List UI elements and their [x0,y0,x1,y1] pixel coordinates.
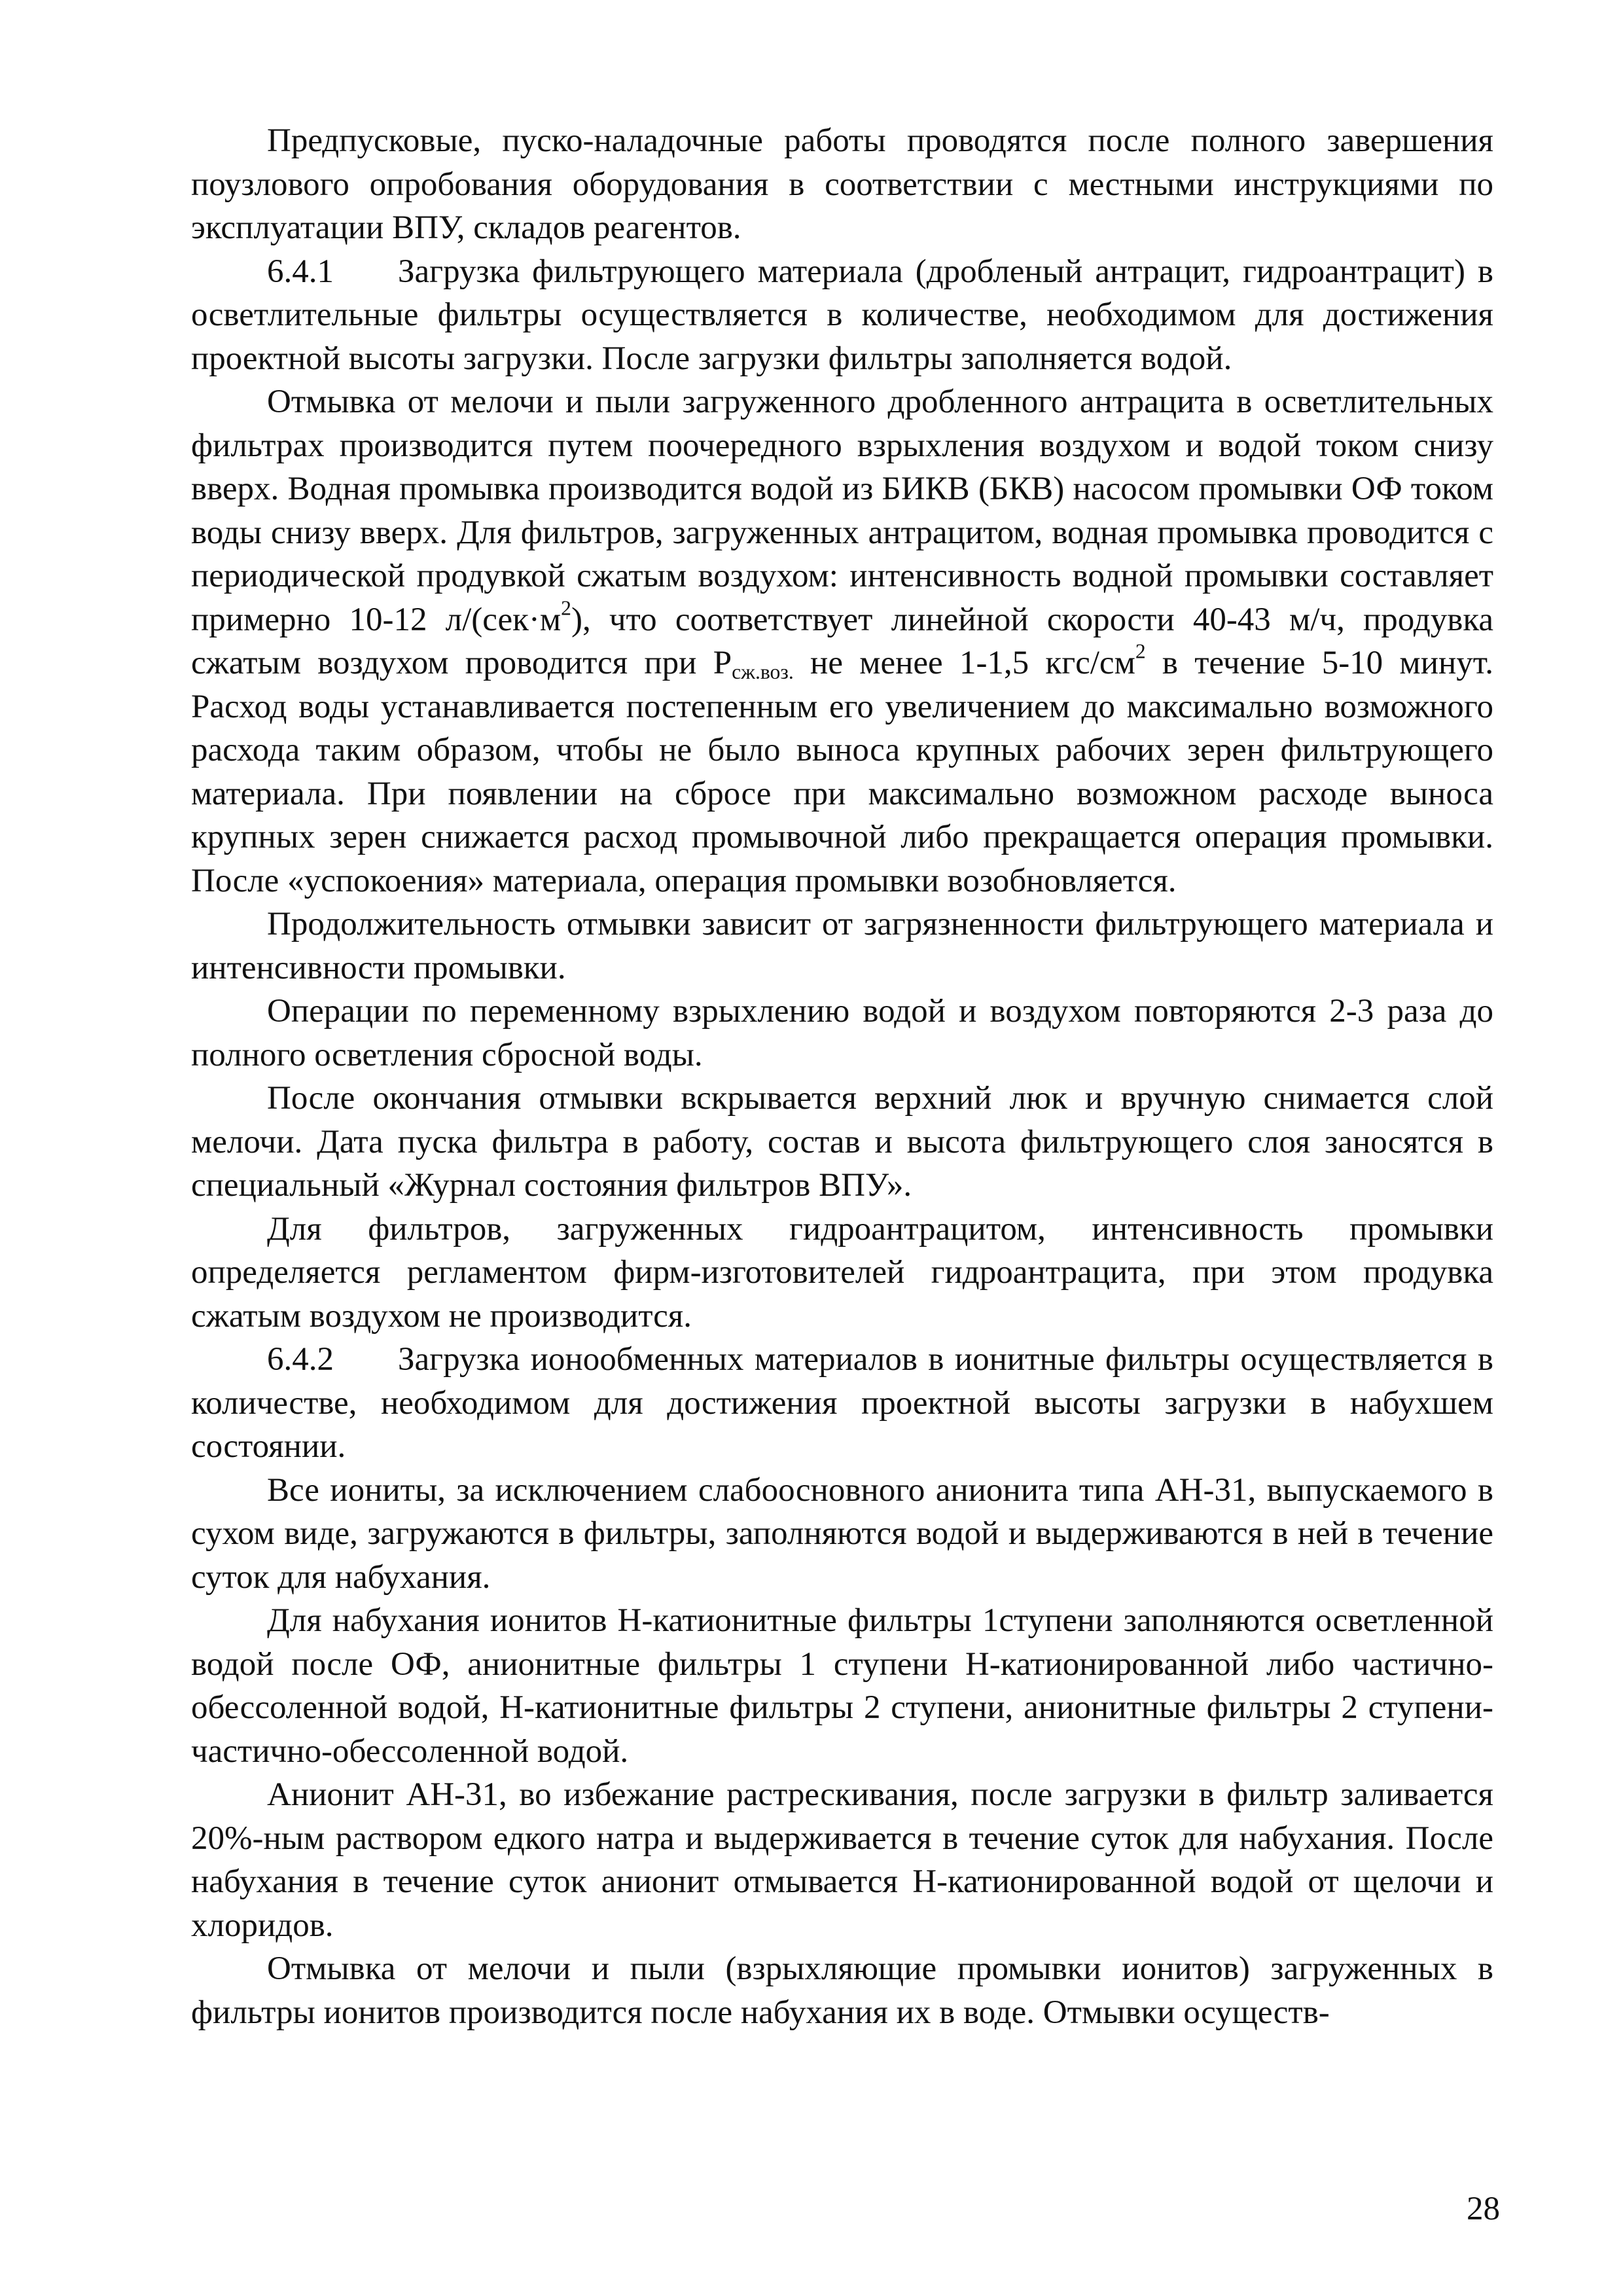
paragraph [191,1599,1493,1773]
body-text [191,119,1493,2034]
paragraph-text: Отмывка от мелочи и пыли (взрыхляющие промывки ионитов) загруженных в фильтры ионитов производится после набухания их в воде. Отмывки осуществ- [191,1950,1493,2031]
paragraph-text: Для фильтров, загруженных гидроантрацитом, интенсивность промывки определяется регламентом фирм-изготовителей гидроантрацита, при этом продувка сжатым воздухом не производится. [191,1210,1493,1335]
paragraph [191,1773,1493,1947]
superscript: 2 [561,596,571,619]
paragraph [191,903,1493,990]
paragraph-text: Загрузка фильтрующего материала (дробленый антрацит, гидроантрацит) в осветлительные фильтры осуществляется в количестве, необходимом для достижения проектной высоты загрузки. После загрузки фильтры заполняется водой. [191,253,1493,377]
paragraph [191,1469,1493,1600]
section-number: 6.4.1 [267,253,334,290]
paragraph-text: Предпусковые, пуско-наладочные работы проводятся после полного завершения поузлового опробования оборудования в соответствии с местными инструкциями по эксплуатации ВПУ, складов реагентов. [191,122,1493,246]
subscript: сж.воз. [732,660,794,683]
paragraph [191,1947,1493,2034]
paragraph-text: Продолжительность отмывки зависит от загрязненности фильтрующего материала и интенсивности промывки. [191,906,1493,986]
page-number: 28 [1467,2191,1500,2227]
paragraph-text: Отмывка от мелочи и пыли загруженного дробленного антрацита в осветлительных фильтрах производится путем поочередного взрыхления воздухом и водой током снизу вверх. Водная промывка производится водой из БИКВ (БКВ) насосом промывки ОФ током воды снизу вверх. Для фильтров, загруженных антрацитом, водная промывка проводится с периодической продувкой сжатым воздухом: интенсивность водной промывки составляет примерно 10-12 л/(сек·м [191,384,1493,638]
paragraph-text: не менее 1-1,5 кгс/см [793,645,1135,681]
paragraph-text: Операции по переменному взрыхлению водой и воздухом повторяются 2-3 раза до полного осветления сбросной воды. [191,993,1493,1073]
paragraph [191,250,1493,381]
paragraph [191,1208,1493,1338]
paragraph [191,380,1493,903]
paragraph-text: После окончания отмывки вскрывается верхний люк и вручную снимается слой мелочи. Дата пуска фильтра в работу, состав и высота фильтрующего слоя заносятся в специальный «Журнал состояния фильтров ВПУ». [191,1080,1493,1204]
paragraph-text: Загрузка ионообменных материалов в ионитные фильтры осуществляется в количестве, необходимом для достижения проектной высоты загрузки в набухшем состоянии. [191,1341,1493,1465]
paragraph-text: Для набухания ионитов Н-катионитные фильтры 1ступени заполняются осветленной водой после ОФ, анионитные фильтры 1 ступени Н-катионированной либо частично-обессоленной водой, Н-катионитные фильтры 2 ступени, анионитные фильтры 2 ступени-частично-обессоленной водой. [191,1602,1493,1770]
paragraph [191,990,1493,1077]
paragraph-text: в течение 5-10 минут. Расход воды устанавливается постепенным его увеличением до максимально возможного расхода таким образом, чтобы не было выноса крупных рабочих зерен фильтрующего материала. При появлении на сбросе при максимально возможном расходе выноса крупных зерен снижается расход промывочной либо прекращается операция промывки. После «успокоения» материала, операция промывки возобновляется. [191,645,1493,899]
paragraph-text: Все иониты, за исключением слабоосновного анионита типа АН-31, выпускаемого в сухом виде, загружаются в фильтры, заполняются водой и выдерживаются в ней в течение суток для набухания. [191,1471,1493,1596]
superscript: 2 [1135,639,1146,663]
paragraph-text: Анионит АН-31, во избежание растрескивания, после загрузки в фильтр заливается 20%-ным раствором едкого натра и выдерживается в течение суток для набухания. После набухания в течение суток анионит отмывается Н-катионированной водой от щелочи и хлоридов. [191,1776,1493,1944]
paragraph-text: ), что соответствует линейной скорости 40-43 м/ч, продувка сжатым воздухом проводится при Р [191,601,1493,681]
paragraph [191,119,1493,250]
section-number: 6.4.2 [267,1341,334,1378]
paragraph [191,1077,1493,1208]
paragraph [191,1338,1493,1469]
